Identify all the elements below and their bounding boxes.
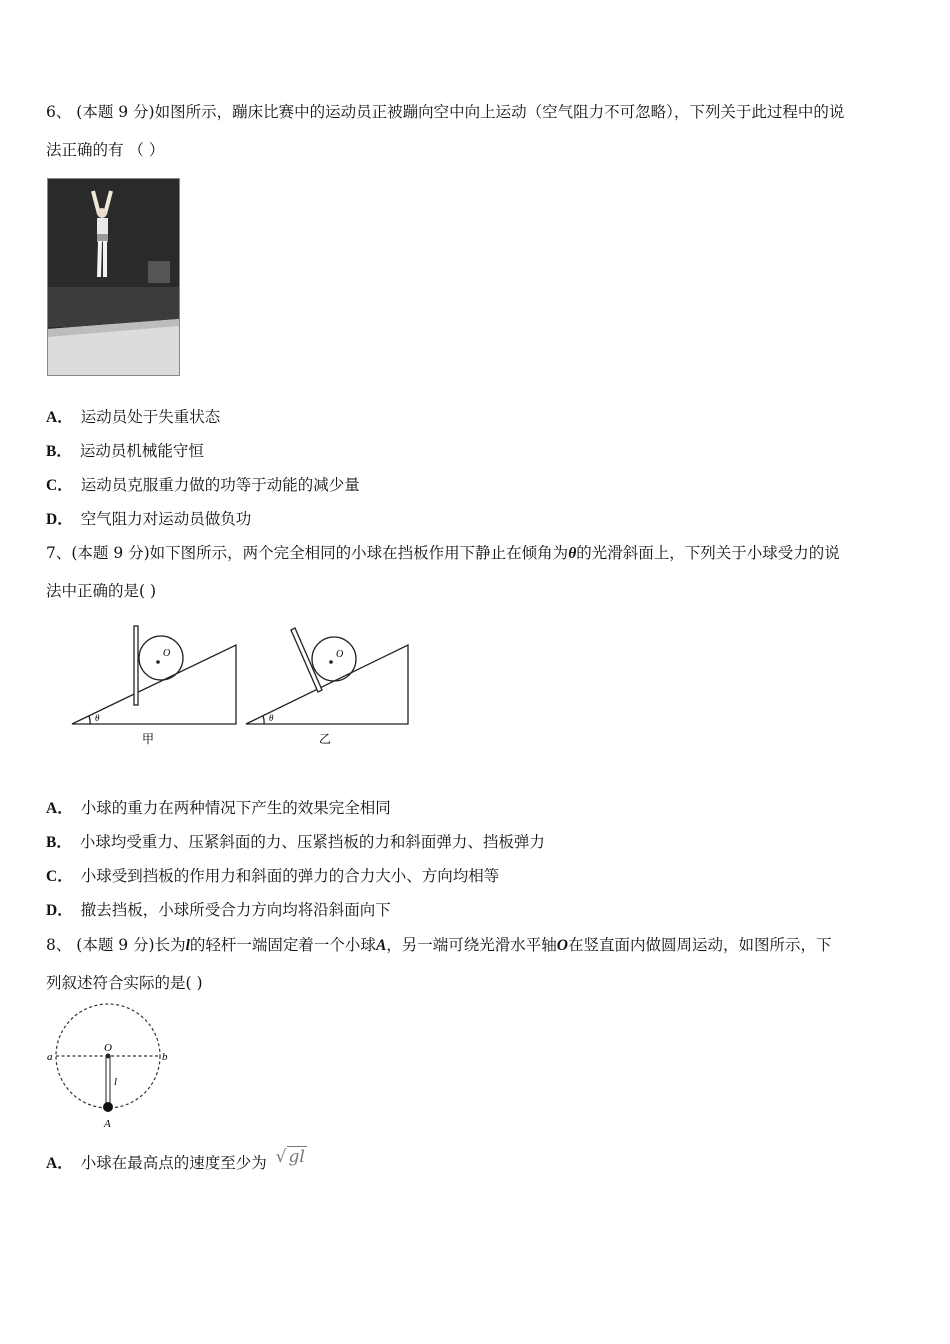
q6-stem-line1: 6、 (本题 9 分)如图所示，蹦床比赛中的运动员正被蹦向空中向上运动（空气阻力不可忽略），下列关于此过程中的说: [46, 103, 845, 121]
ball-a: [103, 1102, 113, 1112]
q6-option-c: C． 运动员克服重力做的功等于动能的减少量: [46, 476, 360, 494]
q8-stem-line1: 8、 (本题 9 分)长为l的轻杆一端固定着一个小球A，另一端可绕光滑水平轴O在竖直面内做圆周运动，如图所示，下: [46, 936, 832, 954]
sqrt-icon: √: [275, 1147, 287, 1167]
q8-option-a: A． 小球在最高点的速度至少为 √ gl: [46, 1147, 305, 1172]
q7-option-d: D． 撤去挡板，小球所受合力方向均将沿斜面向下: [46, 901, 391, 919]
rod-label-l: l: [114, 1076, 118, 1088]
angle-label-right: θ: [269, 713, 274, 723]
point-label-b: b: [162, 1051, 168, 1063]
point-label-A: A: [104, 1118, 111, 1129]
q7-option-b: B． 小球均受重力、压紧斜面的力、压紧挡板的力和斜面弹力、挡板弹力: [46, 833, 545, 851]
q6-stem-line2: 法正确的有 （ ）: [46, 141, 165, 159]
q6-option-b: B． 运动员机械能守恒: [46, 442, 204, 460]
ball-label-left: O: [163, 648, 171, 659]
incline-figure: [66, 620, 416, 750]
q6-option-a: A． 运动员处于失重状态: [46, 408, 221, 426]
ball-center-right: [329, 660, 333, 664]
point-label-a: a: [47, 1051, 53, 1063]
q7-option-c: C． 小球受到挡板的作用力和斜面的弹力的合力大小、方向均相等: [46, 867, 500, 885]
figure-label-jia: 甲: [142, 732, 155, 746]
ball-center-left: [156, 660, 160, 664]
q8-stem-line2: 列叙述符合实际的是( ): [46, 974, 203, 992]
angle-label-left: θ: [95, 713, 100, 723]
trampoline-photo: [47, 178, 180, 376]
circle-figure: [44, 1003, 174, 1129]
ball-label-right: O: [336, 649, 344, 660]
pivot-point: [106, 1054, 111, 1059]
sqrt-formula: √ gl: [275, 1147, 305, 1167]
q7-option-a: A． 小球的重力在两种情况下产生的效果完全相同: [46, 799, 391, 817]
q7-stem-line1: 7、(本题 9 分)如下图所示，两个完全相同的小球在挡板作用下静止在倾角为θ的光滑斜面上，下列关于小球受力的说: [46, 544, 840, 562]
q7-stem-line2: 法中正确的是( ): [46, 582, 157, 600]
figure-label-yi: 乙: [319, 732, 332, 746]
q6-option-d: D． 空气阻力对运动员做负功: [46, 510, 252, 528]
point-label-o: O: [104, 1042, 112, 1054]
